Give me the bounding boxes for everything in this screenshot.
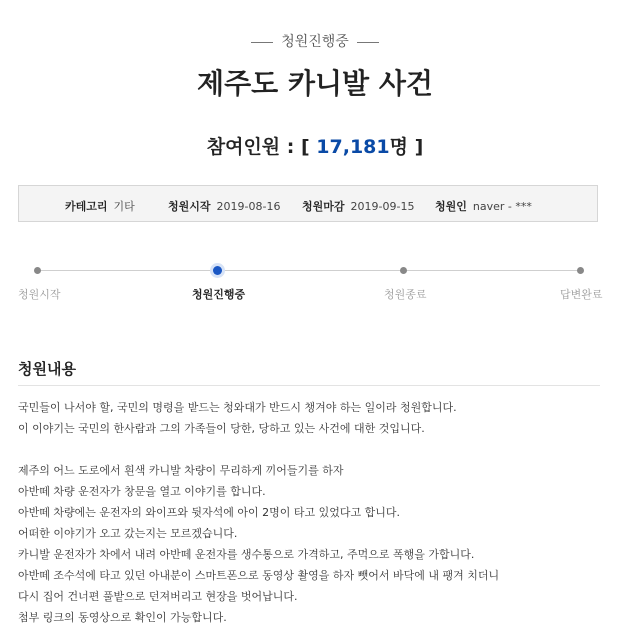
petition-title: 제주도 카니발 사건 <box>197 67 433 100</box>
step-label-closed: 청원종료 <box>384 288 427 301</box>
progress-dot-answered <box>577 267 584 274</box>
category-label: 카테고리 <box>65 200 108 213</box>
content-line: 카니발 운전자가 차에서 내려 아반떼 운전자를 생수통으로 가격하고, 주먹으로 폭행을 가합니다. <box>18 548 475 561</box>
category-value: 기타 <box>113 200 135 213</box>
content-line: 아반떼 조수석에 타고 있던 아내분이 스마트폰으로 동영상 촬영을 하자 뺏어서 바닥에 내 팽겨 치더니 <box>18 569 500 582</box>
progress-track <box>37 270 581 271</box>
step-label-in-progress: 청원진행중 <box>192 288 246 301</box>
participants-count <box>0 132 630 159</box>
right-dash <box>357 42 379 43</box>
end-value: 2019-09-15 <box>350 200 415 213</box>
participants-prefix: 참여인원 : [ <box>206 136 317 158</box>
petition-status-header <box>0 31 630 51</box>
author-label: 청원인 <box>435 200 467 213</box>
content-section-title: 청원내용 <box>18 360 76 378</box>
info-category <box>65 198 135 214</box>
content-line: 제주의 어느 도로에서 흰색 카니발 차량이 무리하게 끼어들기를 하자 <box>18 464 344 477</box>
content-line: 국민들이 나서야 할, 국민의 명령을 받드는 청와대가 반드시 챙겨야 하는 일이라 청원합니다. <box>18 401 457 414</box>
status-label: 청원진행중 <box>281 34 349 50</box>
section-divider <box>18 385 600 386</box>
start-value: 2019-08-16 <box>216 200 281 213</box>
content-line: 이 이야기는 국민의 한사람과 그의 가족들이 당한, 당하고 있는 사건에 대한 것입니다. <box>18 422 425 435</box>
author-value: naver - *** <box>472 200 532 213</box>
progress-dot-start <box>34 267 41 274</box>
start-label: 청원시작 <box>168 200 211 213</box>
step-label-start: 청원시작 <box>18 288 61 301</box>
info-start-date <box>168 198 280 214</box>
content-line: 다시 집어 건너편 풀밭으로 던져버리고 현장을 벗어납니다. <box>18 590 298 603</box>
end-label: 청원마감 <box>302 200 345 213</box>
petition-content <box>18 397 603 628</box>
step-label-answered: 답변완료 <box>560 288 603 301</box>
info-end-date <box>302 198 414 214</box>
progress-dot-active <box>213 266 222 275</box>
content-line: 아반떼 차량에는 운전자의 와이프와 뒷자석에 아이 2명이 타고 있었다고 합니다. <box>18 506 400 519</box>
participants-suffix: 명 ] <box>389 136 424 158</box>
participants-number: 17,181 <box>316 136 390 158</box>
content-line <box>18 439 603 460</box>
content-line: 아반떼 차량 운전자가 창문을 열고 이야기를 합니다. <box>18 485 266 498</box>
petition-info-box <box>18 185 598 222</box>
content-line: 어떠한 이야기가 오고 갔는지는 모르겠습니다. <box>18 527 238 540</box>
content-line: 첨부 링크의 동영상으로 확인이 가능합니다. <box>18 611 227 624</box>
info-author <box>435 198 532 214</box>
left-dash <box>251 42 273 43</box>
progress-dot-closed <box>400 267 407 274</box>
